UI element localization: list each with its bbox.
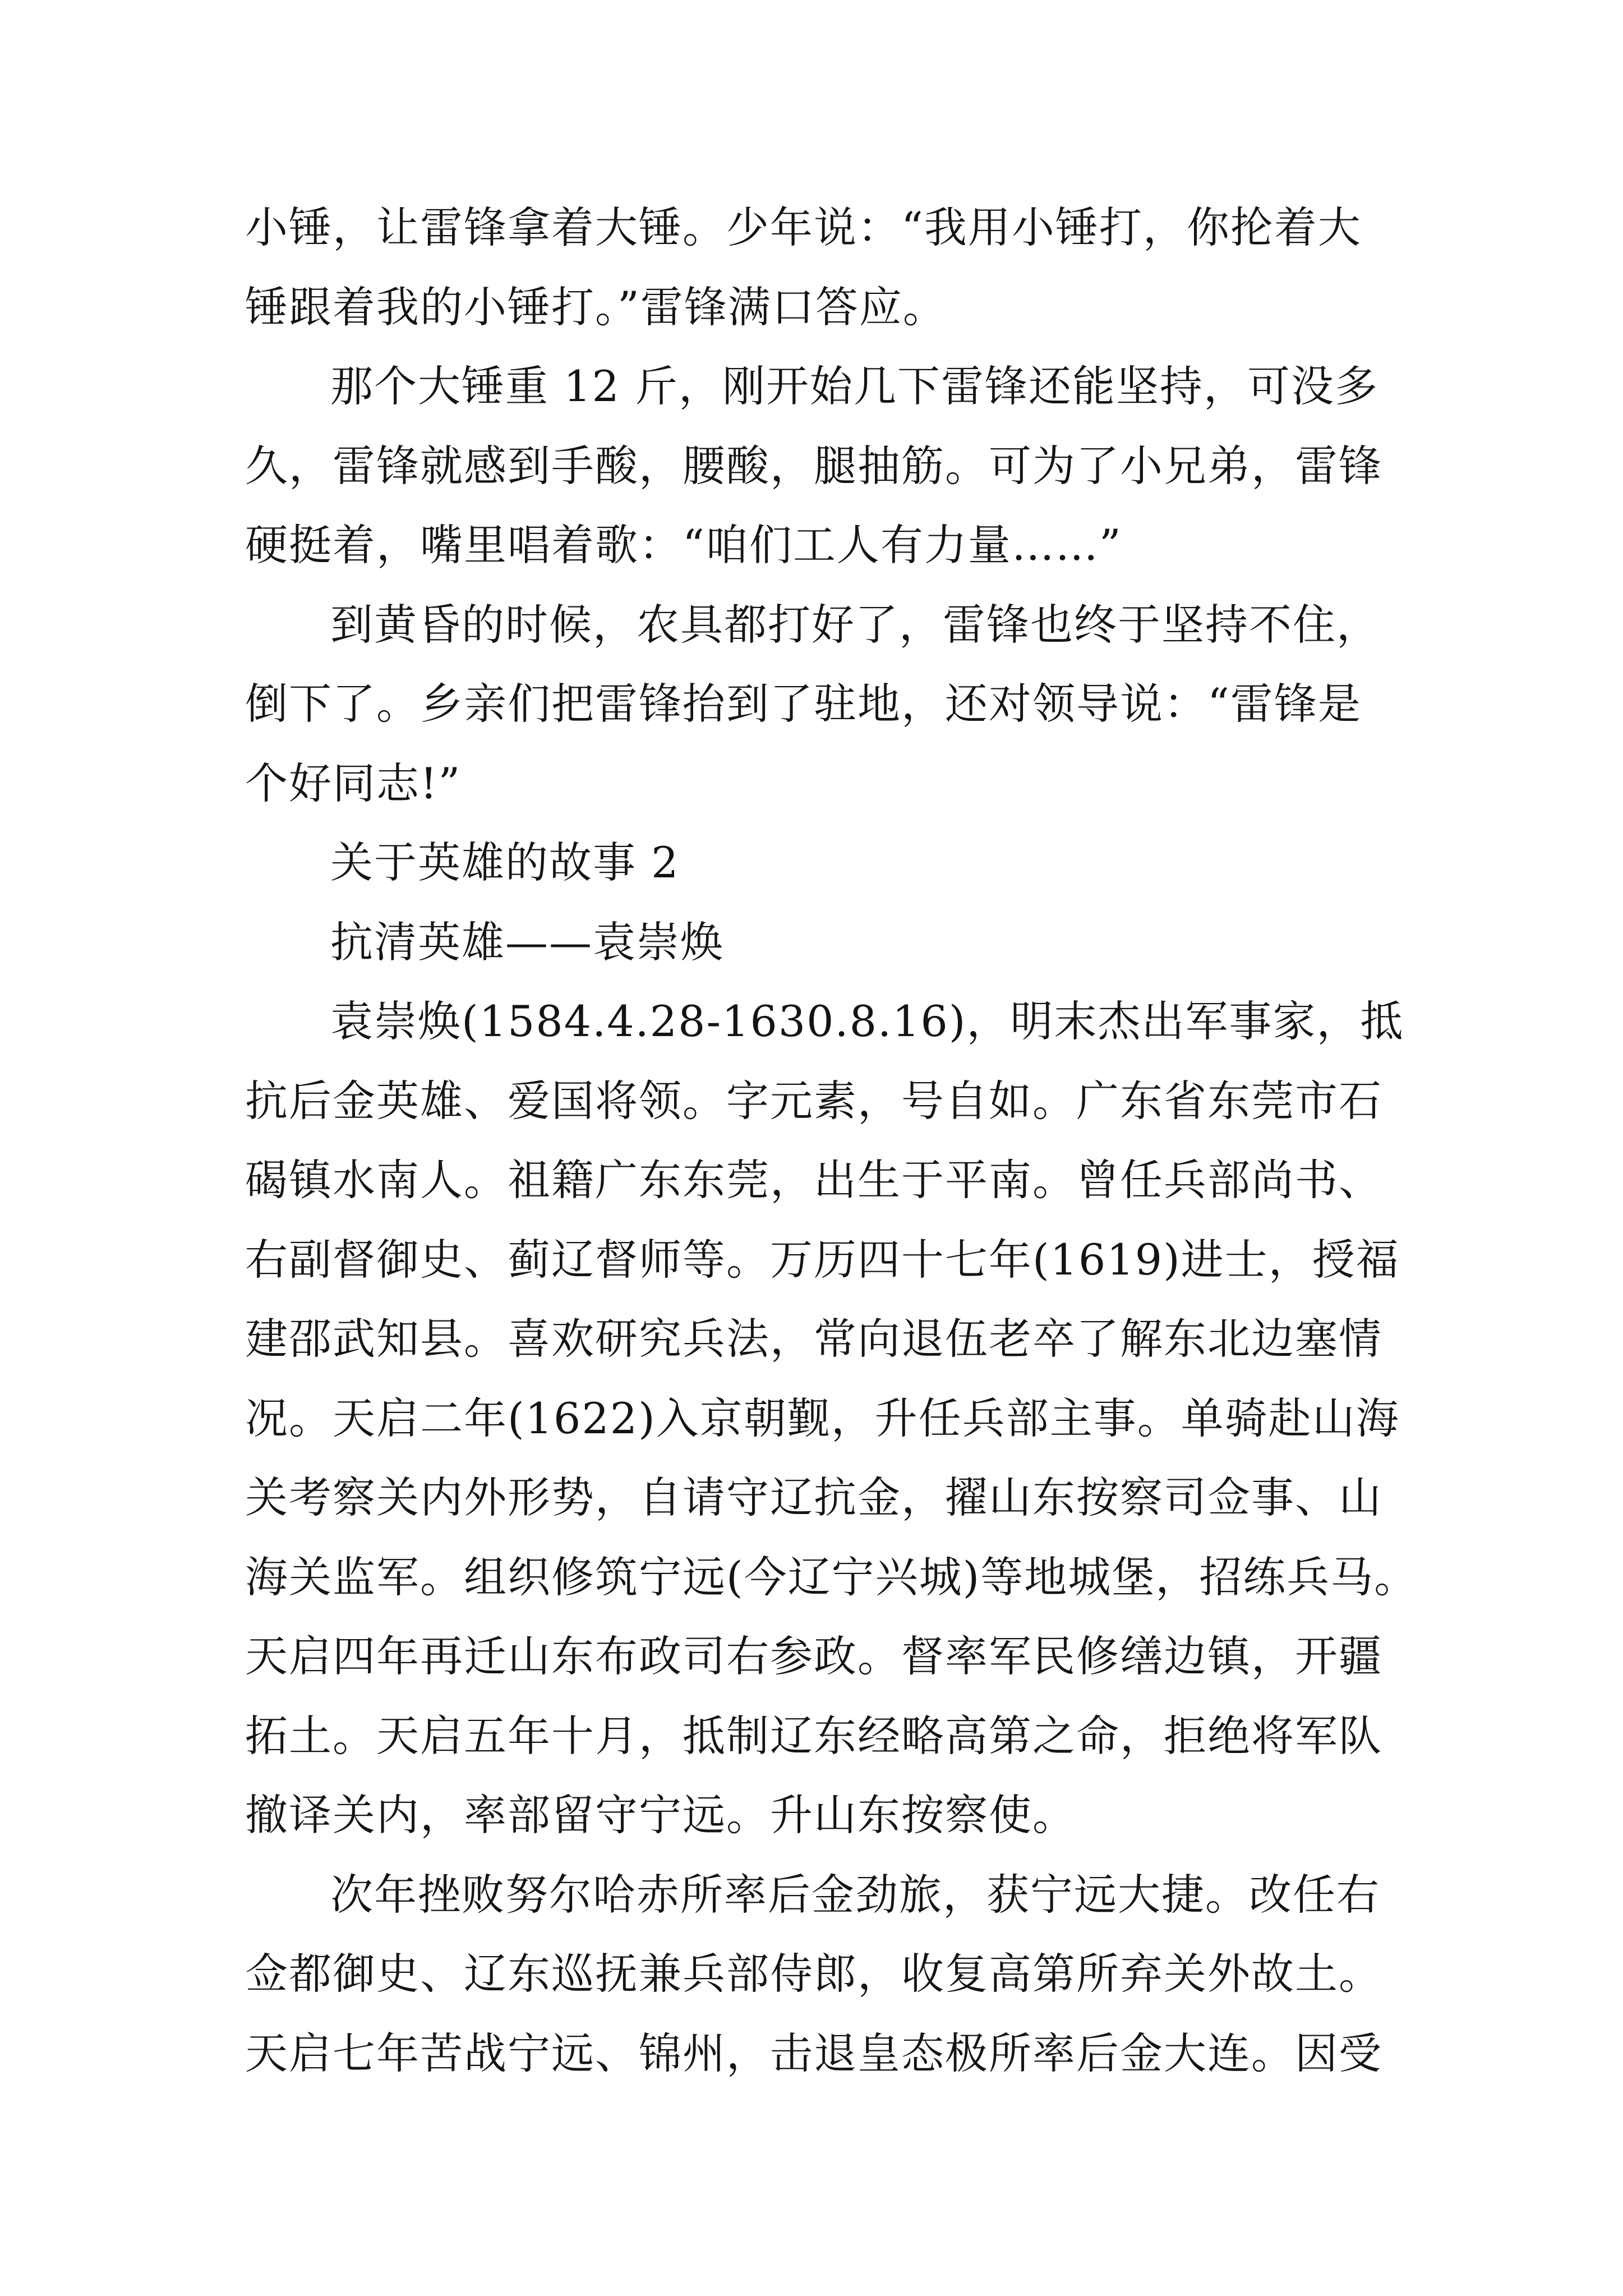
text-line: 佥都御史、辽东巡抚兼兵部侍郎，收复高第所弃关外故土。 <box>245 1949 1382 1999</box>
text-line: 袁崇焕(1584.4.28-1630.8.16)，明末杰出军事家，抵 <box>330 996 1404 1046</box>
text-line: 天启七年苦战宁远、锦州，击退皇态极所率后金大连。因受 <box>245 2028 1382 2078</box>
text-line: 抗后金英雄、爱国将领。字元素，号自如。广东省东莞市石 <box>245 1075 1382 1126</box>
paragraph <box>245 1855 1400 2093</box>
paragraph <box>245 347 1400 585</box>
story-title <box>245 903 1400 982</box>
text-line: 次年挫败努尔哈赤所率后金劲旅，获宁远大捷。改任右 <box>330 1869 1380 1920</box>
text-line: 关于英雄的故事 2 <box>330 838 680 887</box>
paragraph <box>245 585 1400 823</box>
text-line: 况。天启二年(1622)入京朝觐，升任兵部主事。单骑赴山海 <box>245 1393 1400 1443</box>
text-line: 到黄昏的时候，农具都打好了，雷锋也终于坚持不住， <box>330 599 1380 650</box>
text-line: 抗清英雄——袁崇焕 <box>330 917 724 967</box>
section-heading <box>245 823 1400 903</box>
text-line: 海关监军。组织修筑宁远(今辽宁兴城)等地城堡，招练兵马。 <box>245 1552 1418 1602</box>
text-line: 硬挺着，嘴里唱着歌：“咱们工人有力量……” <box>245 520 1122 570</box>
text-line: 建邵武知县。喜欢研究兵法，常向退伍老卒了解东北边塞情 <box>245 1314 1382 1364</box>
text-line: 那个大锤重 12 斤，刚开始几下雷锋还能坚持，可没多 <box>330 361 1379 411</box>
paragraph <box>245 982 1418 1855</box>
text-line: 久，雷锋就感到手酸，腰酸，腿抽筋。可为了小兄弟，雷锋 <box>245 440 1382 491</box>
text-line: 碣镇水南人。祖籍广东东莞，出生于平南。曾任兵部尚书、 <box>245 1155 1382 1205</box>
text-line: 锤跟着我的小锤打。”雷锋满口答应。 <box>245 282 947 332</box>
text-line: 倒下了。乡亲们把雷锋抬到了驻地，还对领导说：“雷锋是 <box>245 679 1362 729</box>
text-line: 关考察关内外形势，自请守辽抗金，擢山东按察司佥事、山 <box>245 1473 1382 1522</box>
document-body <box>245 188 1418 2093</box>
text-line: 撤译关内，率部留守宁远。升山东按察使。 <box>245 1790 1076 1840</box>
paragraph <box>245 188 1400 347</box>
text-line: 天启四年再迁山东布政司右参政。督率军民修缮边镇，开疆 <box>245 1631 1382 1681</box>
text-line: 右副督御史、蓟辽督师等。万历四十七年(1619)进士，授福 <box>245 1234 1400 1285</box>
text-line: 小锤，让雷锋拿着大锤。少年说：“我用小锤打，你抡着大 <box>245 203 1362 252</box>
text-line: 个好同志!” <box>245 758 462 808</box>
text-line: 拓土。天启五年十月，抵制辽东经略高第之命，拒绝将军队 <box>245 1710 1382 1761</box>
